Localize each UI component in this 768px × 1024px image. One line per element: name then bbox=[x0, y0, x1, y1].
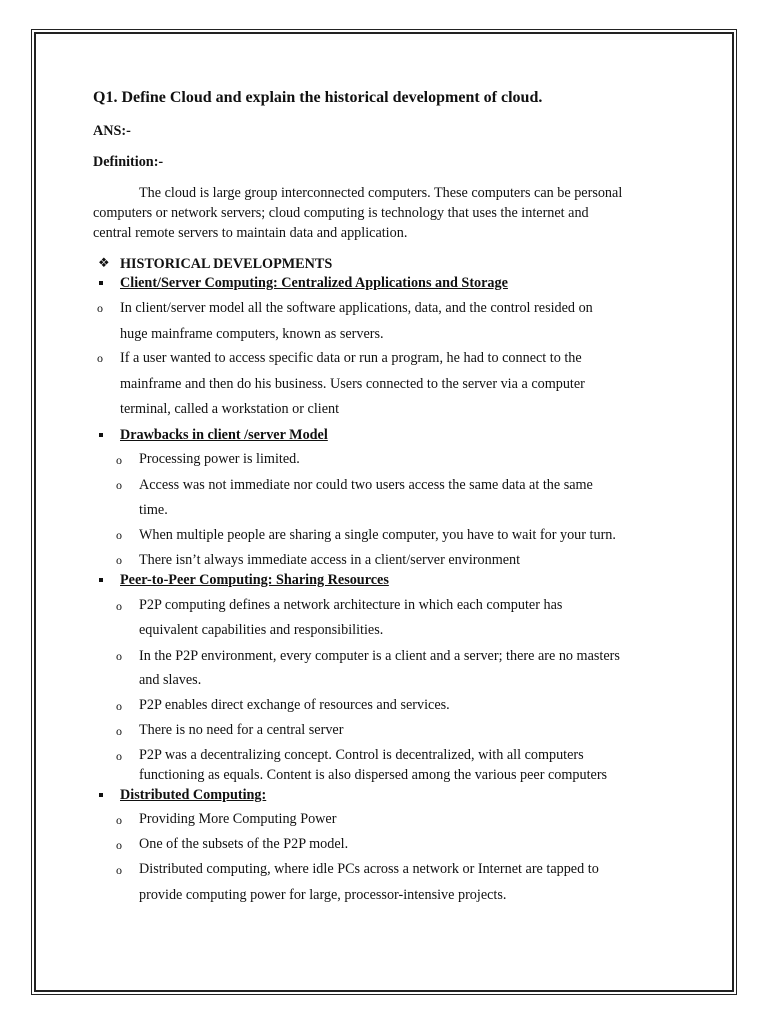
section-heading: Peer-to-Peer Computing: Sharing Resources bbox=[120, 572, 389, 588]
circle-bullet-icon: o bbox=[116, 813, 122, 827]
definition-line: central remote servers to maintain data and application. bbox=[93, 225, 408, 241]
list-item-line: and slaves. bbox=[139, 672, 202, 688]
list-item-line: P2P computing defines a network architecture in which each computer has bbox=[139, 597, 563, 613]
list-item-line: In the P2P environment, every computer is a client and a server; there are no masters bbox=[139, 648, 620, 664]
square-bullet-icon bbox=[99, 578, 103, 582]
circle-bullet-icon: o bbox=[116, 528, 122, 542]
list-item-line: functioning as equals. Content is also dispersed among the various peer computers bbox=[139, 767, 608, 783]
list-item-line: There isn’t always immediate access in a client/server environment bbox=[139, 552, 521, 568]
list-item-line: equivalent capabilities and responsibilities. bbox=[139, 622, 384, 638]
list-item-line: P2P was a decentralizing concept. Control is decentralized, with all computers bbox=[139, 747, 584, 763]
diamond-bullet-icon: ❖ bbox=[98, 255, 110, 270]
list-item-line: Distributed computing, where idle PCs across a network or Internet are tapped to bbox=[139, 861, 599, 877]
circle-bullet-icon: o bbox=[116, 838, 122, 852]
section-heading: Distributed Computing: bbox=[120, 787, 267, 803]
list-item-line: mainframe and then do his business. Users connected to the server via a computer bbox=[120, 376, 585, 392]
list-item-line: terminal, called a workstation or client bbox=[120, 401, 340, 417]
square-bullet-icon bbox=[99, 281, 103, 285]
circle-bullet-icon: o bbox=[97, 351, 103, 365]
circle-bullet-icon: o bbox=[116, 749, 122, 763]
list-item-line: When multiple people are sharing a single computer, you have to wait for your turn. bbox=[139, 527, 616, 543]
question-title: Q1. Define Cloud and explain the historical development of cloud. bbox=[93, 89, 543, 106]
section-heading: Drawbacks in client /server Model bbox=[120, 427, 328, 443]
definition-label: Definition:- bbox=[93, 154, 164, 170]
list-item-line: There is no need for a central server bbox=[139, 722, 344, 738]
answer-label: ANS:- bbox=[93, 123, 131, 139]
list-item-line: provide computing power for large, processor-intensive projects. bbox=[139, 887, 507, 903]
circle-bullet-icon: o bbox=[116, 724, 122, 738]
circle-bullet-icon: o bbox=[116, 478, 122, 492]
circle-bullet-icon: o bbox=[116, 699, 122, 713]
list-item-line: Access was not immediate nor could two users access the same data at the same bbox=[139, 477, 593, 493]
square-bullet-icon bbox=[99, 433, 103, 437]
historical-heading: HISTORICAL DEVELOPMENTS bbox=[120, 256, 333, 272]
list-item-line: One of the subsets of the P2P model. bbox=[139, 836, 349, 852]
circle-bullet-icon: o bbox=[116, 553, 122, 567]
list-item-line: Processing power is limited. bbox=[139, 451, 300, 467]
list-item-line: Providing More Computing Power bbox=[139, 811, 337, 827]
list-item-line: If a user wanted to access specific data or run a program, he had to connect to the bbox=[120, 350, 582, 366]
list-item-line: In client/server model all the software applications, data, and the control resided on bbox=[120, 300, 593, 316]
circle-bullet-icon: o bbox=[116, 863, 122, 877]
definition-line: computers or network servers; cloud computing is technology that uses the internet and bbox=[93, 205, 589, 221]
circle-bullet-icon: o bbox=[97, 301, 103, 315]
list-item-line: huge mainframe computers, known as servers. bbox=[120, 326, 384, 342]
square-bullet-icon bbox=[99, 793, 103, 797]
definition-line: The cloud is large group interconnected computers. These computers can be personal bbox=[139, 185, 623, 201]
circle-bullet-icon: o bbox=[116, 649, 122, 663]
section-heading: Client/Server Computing: Centralized Applications and Storage bbox=[120, 275, 508, 291]
list-item-line: P2P enables direct exchange of resources and services. bbox=[139, 697, 450, 713]
circle-bullet-icon: o bbox=[116, 599, 122, 613]
circle-bullet-icon: o bbox=[116, 453, 122, 467]
list-item-line: time. bbox=[139, 502, 168, 518]
